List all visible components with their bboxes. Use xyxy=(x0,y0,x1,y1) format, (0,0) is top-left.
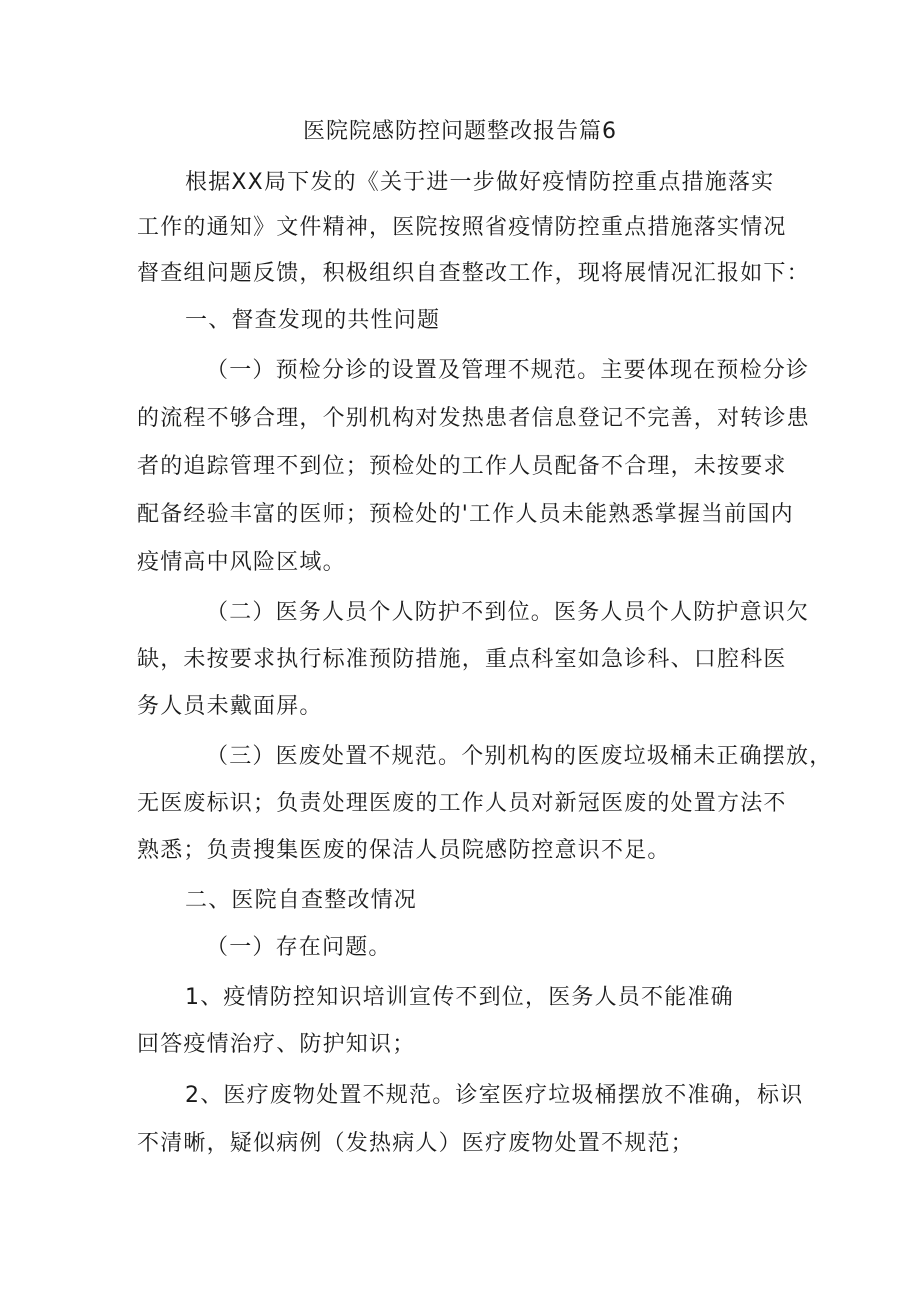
paragraph-line: 根据XX局下发的《关于进一步做好疫情防控重点措施落实 xyxy=(185,170,775,195)
paragraph-line: 不清晰，疑似病例（发热病人）医疗废物处置不规范； xyxy=(137,1131,694,1156)
paragraph-line: 者的追踪管理不到位；预检处的工作人员配备不合理，未按要求 xyxy=(137,454,787,479)
section-heading: 一、督查发现的共性问题 xyxy=(185,308,441,333)
paragraph-line: 督查组问题反馈，积极组织自查整改工作，现将展情况汇报如下： xyxy=(137,261,810,286)
paragraph-line: 疫情高中风险区域。 xyxy=(137,550,346,575)
document-title: 医院院感防控问题整改报告篇6 xyxy=(303,119,617,144)
paragraph-line: 配备经验丰富的医师；预检处的'工作人员未能熟悉掌握当前国内 xyxy=(137,502,794,527)
subsection-heading: （一）存在问题。 xyxy=(206,935,392,960)
section-heading: 二、医院自查整改情况 xyxy=(185,888,418,913)
paragraph-line: 务人员未戴面屏。 xyxy=(137,694,323,719)
paragraph-line: 2、医疗废物处置不规范。诊室医疗垃圾桶摆放不准确，标识 xyxy=(185,1083,804,1108)
paragraph-line: 熟悉；负责搜集医废的保洁人员院感防控意识不足。 xyxy=(137,838,671,863)
paragraph-line: 1、疫情防控知识培训宣传不到位，医务人员不能准确 xyxy=(185,985,734,1010)
paragraph-line: 无医废标识；负责处理医废的工作人员对新冠医废的处置方法不 xyxy=(137,791,787,816)
paragraph-line: 缺，未按要求执行标准预防措施，重点科室如急诊科、口腔科医 xyxy=(137,647,787,672)
paragraph-line: （三）医废处置不规范。个别机构的医废垃圾桶未正确摆放， xyxy=(206,744,833,769)
paragraph-line: （二）医务人员个人防护不到位。医务人员个人防护意识欠 xyxy=(206,600,810,625)
paragraph-line: 回答疫情治疗、防护知识； xyxy=(137,1032,416,1057)
paragraph-line: 的流程不够合理，个别机构对发热患者信息登记不完善，对转诊患 xyxy=(137,406,810,431)
paragraph-line: （一）预检分诊的设置及管理不规范。主要体现在预检分诊 xyxy=(206,358,810,383)
paragraph-line: 工作的通知》文件精神，医院按照省疫情防控重点措施落实情况 xyxy=(137,215,787,240)
